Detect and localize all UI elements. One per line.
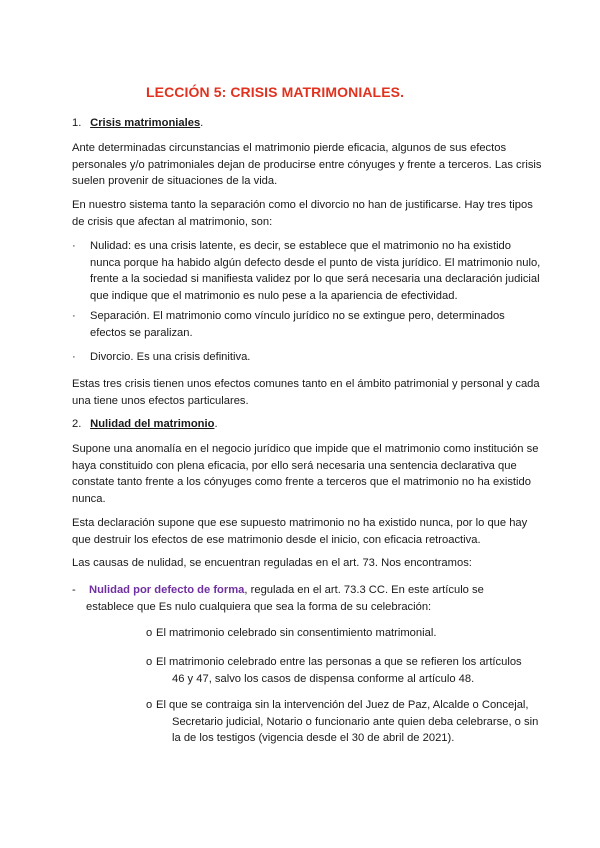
sub-item-1 (146, 625, 546, 642)
section-heading-2 (72, 416, 218, 432)
list-item-nullity-form (72, 582, 542, 615)
paragraph-declaration: Esta declaración supone que ese supuesto matrimonio no ha existido nunca, por lo que hay que destruir los efectos de ese matrimonio desde el inicio, con eficacia retroactiva. (72, 517, 528, 546)
list-item-text: Separación. El matrimonio como vínculo jurídico no se extingue pero, determinados efectos se paralizan. (90, 310, 505, 339)
list-item-text: Divorcio. Es una crisis definitiva. (90, 351, 251, 363)
sub-bullet-mark: o (146, 656, 153, 668)
nullity-form-highlight: Nulidad por defecto de forma (89, 584, 245, 596)
sub-bullet-mark: o (146, 627, 153, 639)
sub-item-line1: El que se contraiga sin la intervención del Juez de Paz, Alcalde o Concejal, (156, 699, 529, 711)
bullet-mark: · (72, 351, 76, 363)
section-number: 2. (72, 418, 82, 430)
sub-item-line1: El matrimonio celebrado sin consentimiento matrimonial. (156, 627, 437, 639)
section-suffix: . (214, 418, 218, 430)
section-heading-1 (72, 115, 203, 131)
sub-item-text (156, 625, 546, 642)
sub-item-3 (146, 697, 546, 747)
sub-item-text (156, 697, 546, 747)
section-suffix: . (200, 117, 204, 129)
paragraph-common-effects: Estas tres crisis tienen unos efectos comunes tanto en el ámbito patrimonial y personal y cada una tiene unos efectos particulares. (72, 378, 540, 407)
list-item-separacion (72, 308, 542, 341)
sub-item-text (156, 654, 546, 687)
nullity-form-line2: establece que Es nulo cualquiera que sea la forma de su celebración: (86, 600, 432, 613)
nullity-form-rest: , regulada en el art. 73.3 CC. En este artículo se (244, 584, 484, 596)
paragraph-causes: Las causas de nulidad, se encuentran reguladas en el art. 73. Nos encontramos: (72, 557, 472, 569)
dash-mark: - (72, 584, 76, 596)
title-suffix: . (400, 84, 405, 100)
section-number: 1. (72, 117, 82, 129)
page-title (146, 84, 404, 100)
list-item-divorcio (72, 349, 542, 366)
paragraph-nullity-definition: Supone una anomalía en el negocio jurídico que impide que el matrimonio como institución se haya constituido con plena eficacia, por ello será necesaria una sentencia declarativa que constate tanto frente a los cónyuges como frente a terceros que el matrimonio no ha existido nunca. (72, 443, 539, 505)
bullet-mark: · (72, 310, 76, 322)
list-item-nulidad (72, 238, 542, 304)
bullet-mark: · (72, 240, 76, 252)
sub-bullet-mark: o (146, 699, 153, 711)
sub-item-2 (146, 654, 546, 687)
title-text: LECCIÓN 5: CRISIS MATRIMONIALES (146, 84, 401, 100)
paragraph-intro: Ante determinadas circunstancias el matrimonio pierde eficacia, algunos de sus efectos personales y/o patrimoniales dejan de producirse entre cónyuges y frente a terceros. Las crisis suelen provenir de situaciones de la vida. (72, 142, 542, 188)
sub-item-continuation: Secretario judicial, Notario o funcionario ante quien deba celebrarse, o sin la de los testigos (vigencia desde el 30 de abril de 2021). (172, 715, 539, 745)
section-label: Nulidad del matrimonio (90, 418, 215, 430)
section-label: Crisis matrimoniales (90, 117, 201, 129)
paragraph-crisis-types: En nuestro sistema tanto la separación como el divorcio no han de justificarse. Hay tres tipos de crisis que afectan al matrimonio, son: (72, 199, 533, 228)
list-item-text: Nulidad: es una crisis latente, es decir, se establece que el matrimonio no ha existido nunca porque ha habido algún defecto desde el punto de vista jurídico. El matrimonio nulo, frente a la sociedad si manifiesta validez por lo que será necesaria una declaración judicial que indique que el matrimonio es nulo pese a la apariencia de efectividad. (90, 240, 541, 302)
nullity-form-line1 (72, 582, 542, 599)
sub-item-line1: El matrimonio celebrado entre las personas a que se refieren los artículos (156, 656, 522, 668)
sub-item-continuation: 46 y 47, salvo los casos de dispensa conforme al artículo 48. (172, 672, 475, 685)
